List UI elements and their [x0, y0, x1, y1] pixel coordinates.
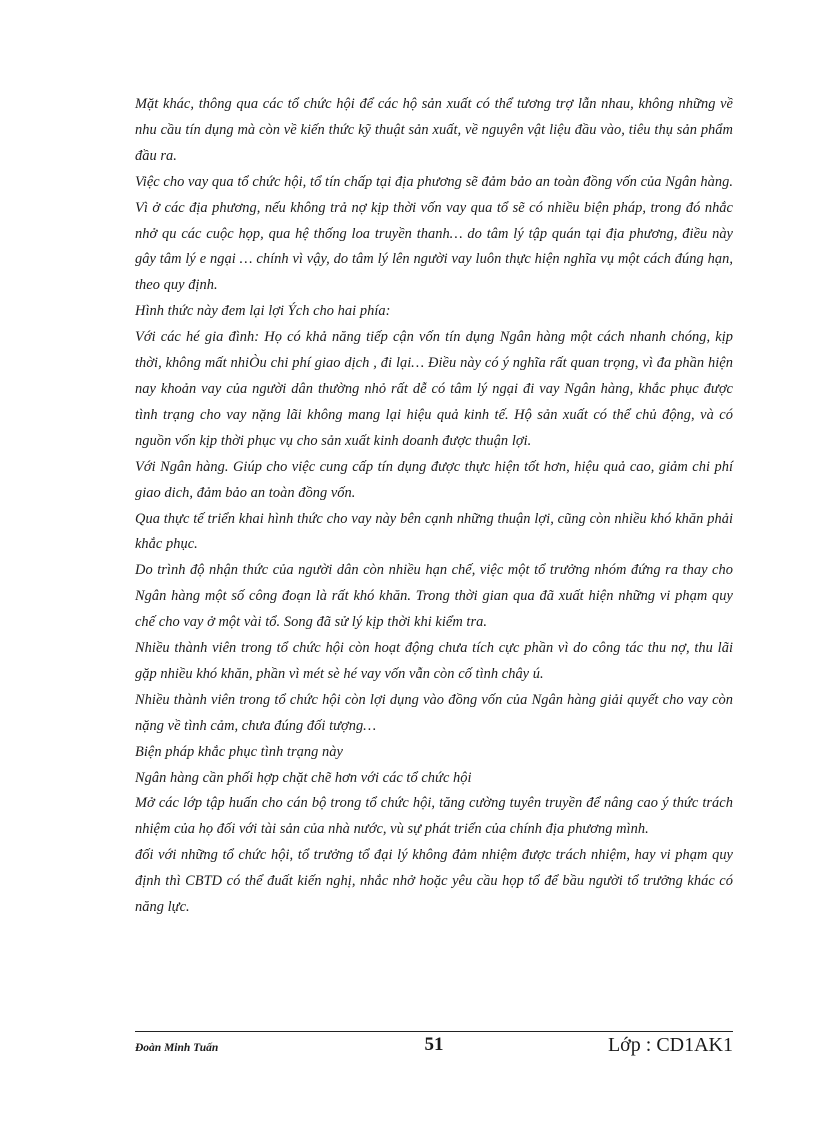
paragraph: Việc cho vay qua tổ chức hội, tổ tín chấp tại địa phương sẽ đảm bảo an toàn đồng vốn của Ngân hàng. Vì ở các địa phương, nếu không trả nợ kịp thời vốn vay qua tổ sẽ có nhiều biện pháp, trong đó nhắc nhở qu các cuộc họp, qua hệ thống loa truyền thanh… do tâm lý tập quán tại địa phương, điều này gây tâm lý e ngại … chính vì vậy, do tâm lý lên người vay luôn thực hiện nghĩa vụ một cách đúng hạn, theo quy định. [135, 173, 733, 294]
paragraph: Với Ngân hàng. Giúp cho việc cung cấp tín dụng được thực hiện tốt hơn, hiệu quả cao, giảm chi phí giao dich, đảm bảo an toàn đồng vốn. [135, 458, 733, 501]
paragraph: Mặt khác, thông qua các tổ chức hội để các hộ sản xuất có thể tương trợ lẫn nhau, không những về nhu cầu tín dụng mà còn về kiến thức kỹ thuật sản xuất, về nguyên vật liệu đầu vào, tiêu thụ sản phẩm đầu ra. [135, 96, 733, 164]
paragraph: Qua thực tế triển khai hình thức cho vay này bên cạnh những thuận lợi, cũng còn nhiều khó khăn phải khắc phục. [135, 510, 733, 553]
footer-author: Đoàn Minh Tuấn [135, 1042, 219, 1054]
document-body [135, 92, 733, 921]
paragraph: Biện pháp khắc phục tình trạng này [135, 743, 343, 760]
page-number: 51 [424, 1034, 444, 1055]
footer-divider [135, 1031, 733, 1032]
paragraph: Nhiều thành viên trong tổ chức hội còn lợi dụng vào đồng vốn của Ngân hàng giải quyết cho vay còn nặng về tình cảm, chưa đúng đối tượng… [135, 691, 733, 734]
paragraph: đối với những tổ chức hội, tổ trưởng tổ đại lý không đảm nhiệm được trách nhiệm, hay vi phạm quy định thì CBTD có thể đuất kiến nghị, nhắc nhở hoặc yêu cầu họp tổ để bầu người tổ trưởng khác có năng lực. [135, 847, 733, 916]
paragraph: Do trình độ nhận thức của người dân còn nhiều hạn chế, việc một tổ trưởng nhóm đứng ra thay cho Ngân hàng một số công đoạn là rất khó khăn. Trong thời gian qua đã xuất hiện những vi phạm quy chế cho vay ở một vài tổ. Song đã sử lý kịp thời khi kiểm tra. [135, 562, 733, 631]
paragraph: Ngân hàng cần phối hợp chặt chẽ hơn với các tổ chức hội [135, 769, 472, 786]
page-footer [135, 1034, 733, 1064]
paragraph: Nhiều thành viên trong tổ chức hội còn hoạt động chưa tích cực phần vì do công tác thu nợ, thu lãi gặp nhiều khó khăn, phần vì mét sè hé vay vốn vẫn còn cố tình chây ú. [135, 640, 733, 682]
paragraph: Hình thức này đem lại lợi Ých cho hai phía: [135, 303, 391, 320]
paragraph: Mở các lớp tập huấn cho cán bộ trong tổ chức hội, tăng cường tuyên truyền để nâng cao ý thức trách nhiệm của họ đối với tài sản của nhà nước, vù sự phát triển của chính địa phương mình. [135, 795, 733, 838]
paragraph: Với các hé gia đình: Họ có khả năng tiếp cận vốn tín dụng Ngân hàng một cách nhanh chóng, kịp thời, không mất nhiÒu chi phí giao dịch , đi lại… Điều này có ý nghĩa rất quan trọng, vì đa phần hiện nay khoản vay của người dân thường nhỏ rất dễ có tâm lý ngại đi vay Ngân hàng, khắc phục được tình trạng cho vay nặng lãi không mang lại hiệu quả kinh tế. Hộ sản xuất có thể chủ động, và có nguồn vốn kịp thời phục vụ cho sản xuất kinh doanh được thuận lợi. [135, 329, 733, 449]
footer-class-code: Lớp : CD1AK1 [607, 1034, 733, 1056]
